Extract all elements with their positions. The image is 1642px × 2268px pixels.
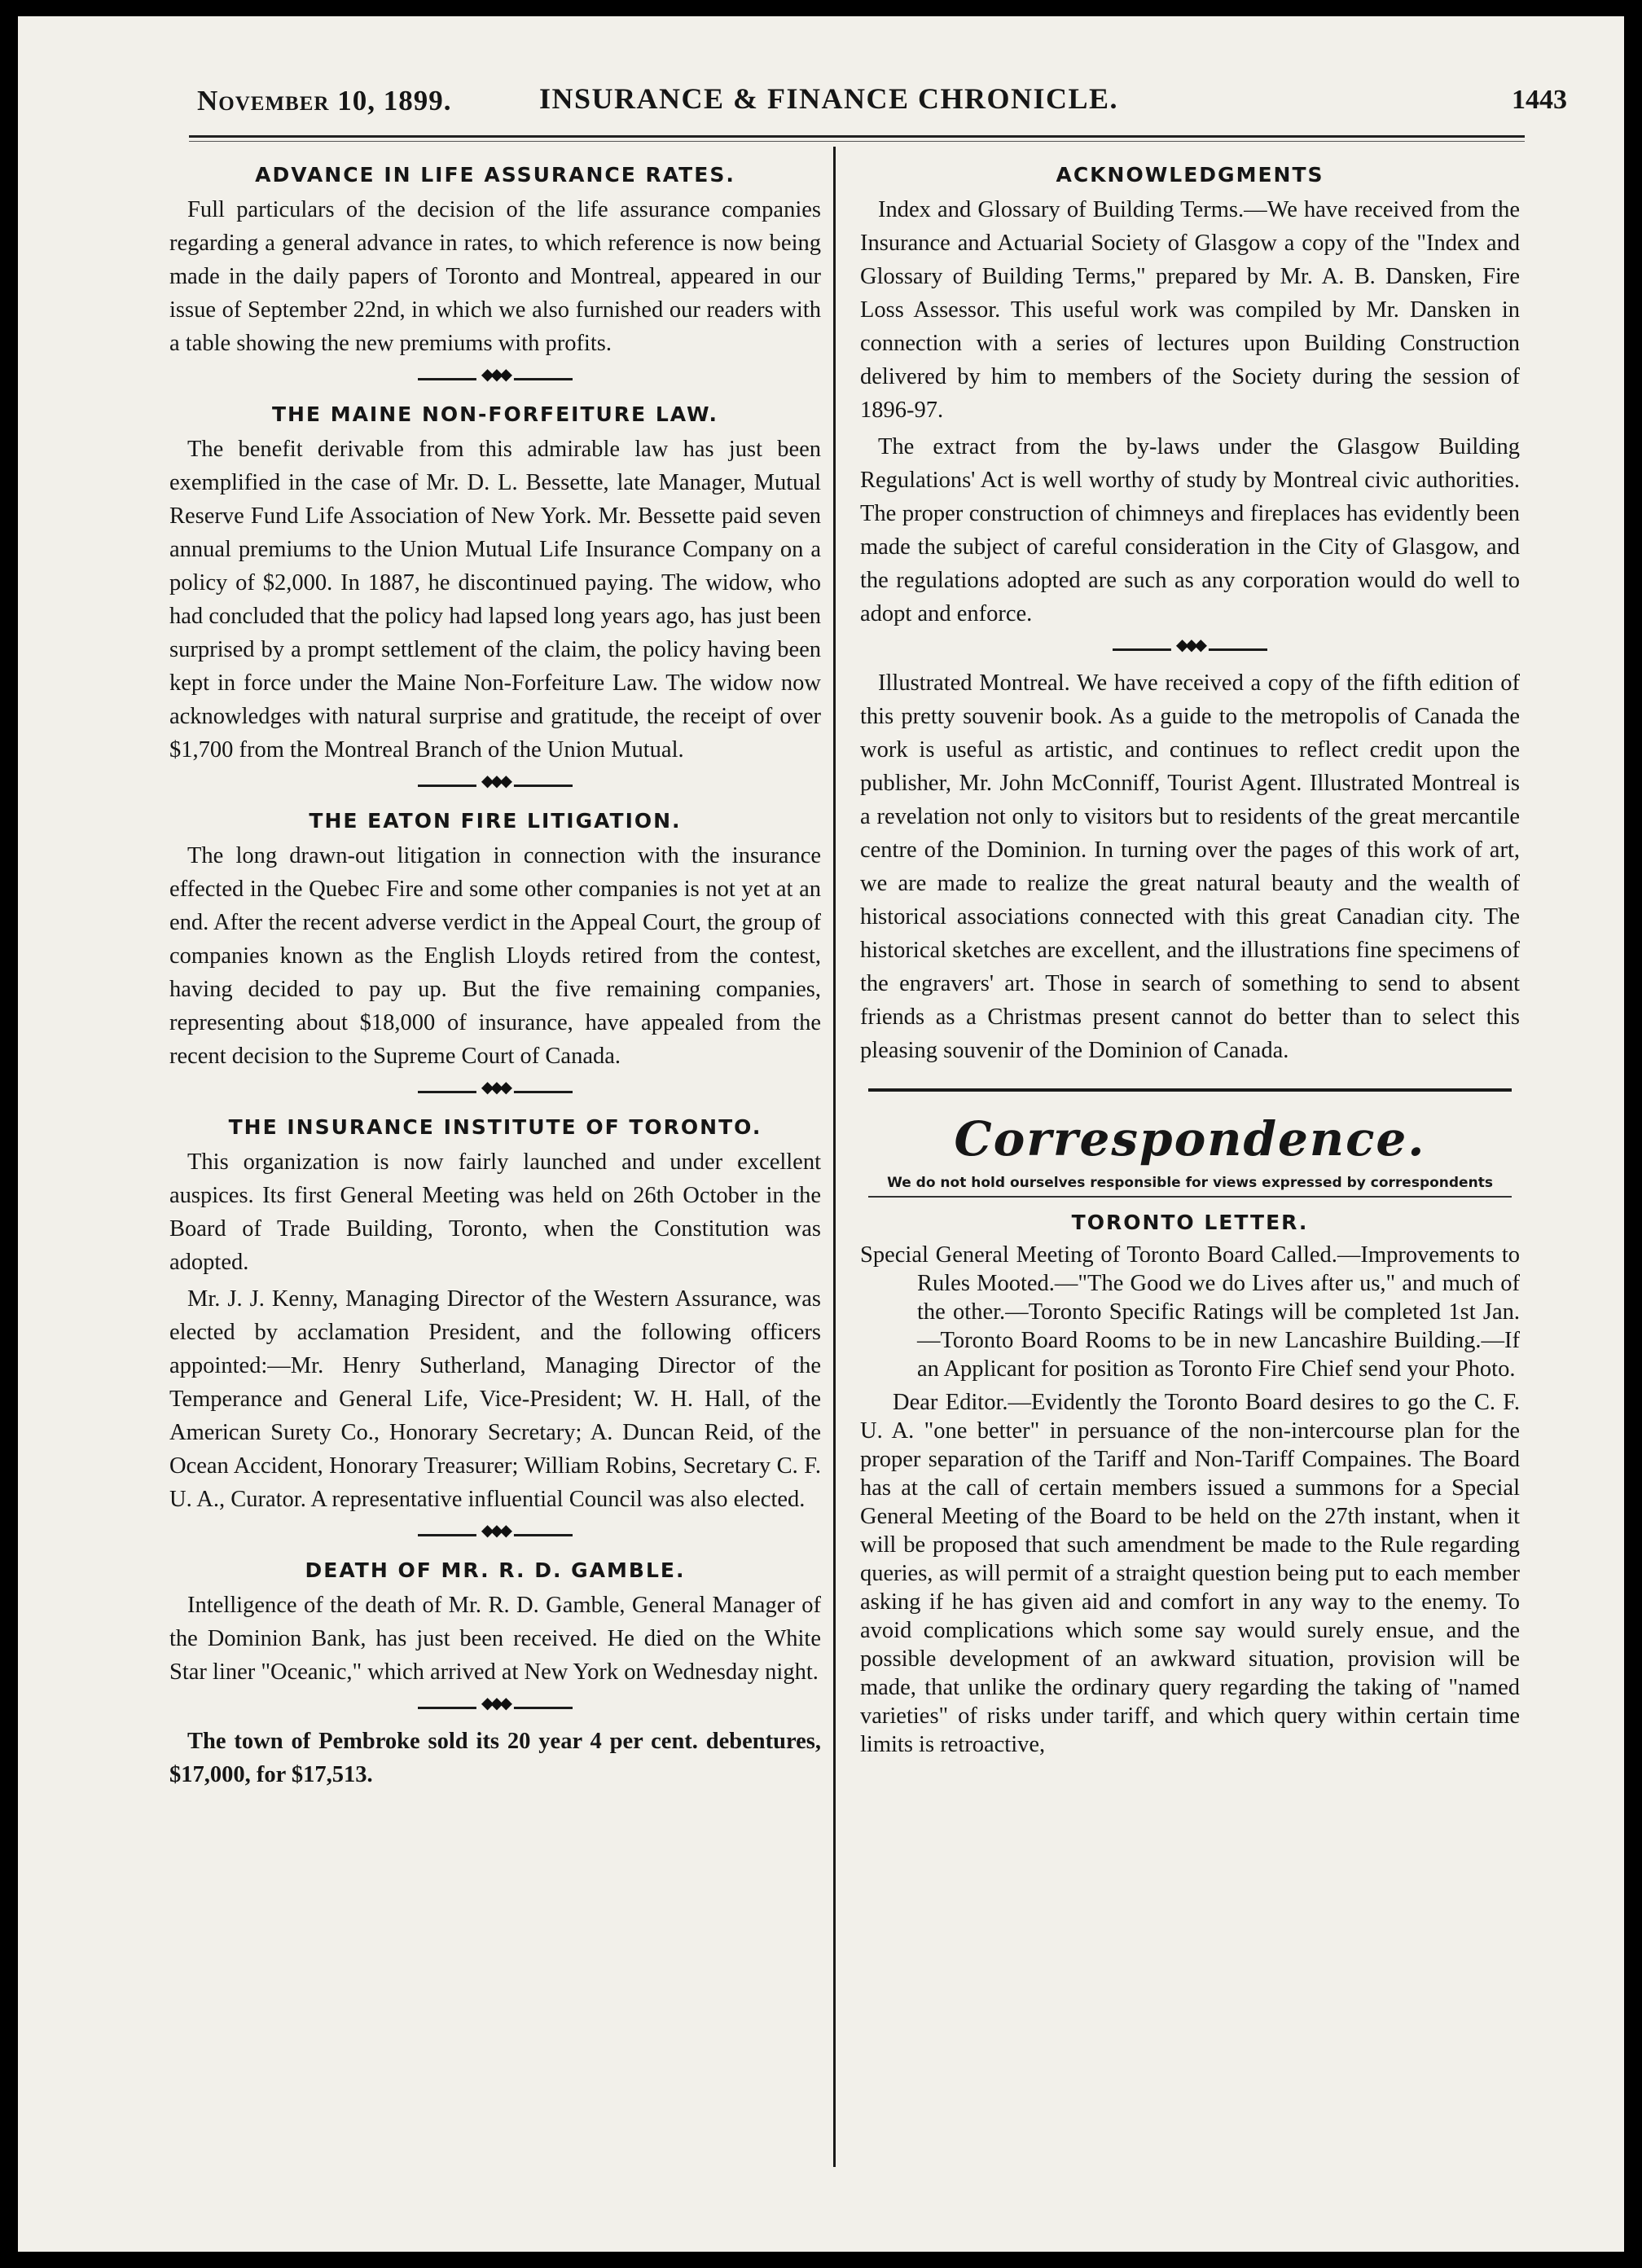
ornamental-divider (1113, 637, 1267, 662)
article-paragraph: Full particulars of the decision of the life assurance companies regarding a general advance in rates, to which reference is now being made in the daily papers of Toronto and Montreal, appeared in our issue of September 22nd, in which we also furnished our readers with a table showing the new premiums with profits. (169, 197, 821, 356)
running-header (75, 78, 1567, 127)
correspondence-disclaimer: We do not hold ourselves responsible for views expressed by correspondents (887, 1175, 1493, 1191)
acknowledgments-heading: ACKNOWLEDGMENTS (1056, 163, 1324, 187)
header-rule (189, 135, 1525, 138)
column-divider (833, 147, 836, 2167)
article-paragraph: Mr. J. J. Kenny, Managing Director of the Western Assurance, was elected by acclamation President, and the following officers appointed:—Mr. Henry Sutherland, Managing Director of the Temperance and General Life, Vice-President; W. H. Hall, of the American Surety Co., Honorary Secretary; A. Duncan Reid, of the Ocean Accident, Honorary Treasurer; William Robins, Secretary C. F. U. A., Curator. A representative influential Council was also elected. (169, 1286, 821, 1512)
article-paragraph: Intelligence of the death of Mr. R. D. Gamble, General Manager of the Dominion Bank, has just been received. He died on the White Star liner "Oceanic," which arrived at New York on Wednesday night. (169, 1593, 821, 1685)
ornamental-divider (418, 367, 573, 391)
section-rule (868, 1088, 1512, 1092)
article-heading: ADVANCE IN LIFE ASSURANCE RATES. (255, 163, 735, 187)
newspaper-page (18, 16, 1624, 2252)
article-paragraph: This organization is now fairly launched and under excellent auspices. Its first General Meeting was held on 26th October in the Board of Trade Building, Toronto, when the Constitution was adopted. (169, 1149, 821, 1275)
article-paragraph: The benefit derivable from this admirable law has just been exemplified in the case of Mr. D. L. Bessette, late Manager, Mutual Reserve Fund Life Association of New York. Mr. Bessette paid seven annual premiums to the Union Mutual Life Insurance Company on a policy of $2,000. In 1887, he discontinued paying. The widow, who had concluded that the policy had lapsed long years ago, has just been surprised by a prompt settlement of the claim, the policy having been kept in force under the Maine Non-Forfeiture Law. The widow now acknowledges with natural surprise and gratitude, the receipt of over $1,700 from the Montreal Branch of the Union Mutual. (169, 437, 821, 763)
ornamental-divider (418, 1079, 573, 1104)
correspondence-title: Correspondence. (954, 1111, 1426, 1167)
page-number: 1443 (1512, 85, 1567, 115)
header-rule-thin (189, 141, 1525, 142)
article-heading: DEATH OF MR. R. D. GAMBLE. (305, 1558, 686, 1582)
acknowledgment-paragraph: Illustrated Montreal. We have received a copy of the fifth edition of this pretty souvenir book. As a guide to the metropolis of Canada the work is useful as artistic, and continues to reflect credit upon the publisher, Mr. John McConniff, Tourist Agent. Illustrated Montreal is a revelation not only to visitors but to residents of the great mercantile centre of the Dominion. In turning over the pages of this work of art, we are made to realize the great natural beauty and the wealth of historical associations connected with this great Canadian city. The historical sketches are excellent, and the illustrations fine specimens of the engravers' art. Those in search of something to send to absent friends as a Christmas present cannot do better than to select this pleasing souvenir of the Dominion of Canada. (860, 670, 1520, 1063)
disclaimer-rule (868, 1196, 1512, 1198)
article-paragraph: The long drawn-out litigation in connection with the insurance effected in the Quebec Fire and some other companies is not yet at an end. After the recent adverse verdict in the Appeal Court, the group of companies known as the English Lloyds retired from the contest, having decided to pay up. But the five remaining companies, representing about $18,000 of insurance, have appealed from the recent decision to the Supreme Court of Canada. (169, 843, 821, 1069)
ornamental-divider (418, 773, 573, 798)
article-heading: THE EATON FIRE LITIGATION. (309, 809, 682, 833)
article-heading: THE MAINE NON-FORFEITURE LAW. (271, 402, 719, 426)
ornamental-divider (418, 1523, 573, 1547)
closing-note: The town of Pembroke sold its 20 year 4 per cent. debentures, $17,000, for $17,513. (169, 1729, 821, 1787)
letter-body: Dear Editor.—Evidently the Toronto Board desires to go the C. F. U. A. "one better" in persuance of the non-intercourse plan for the proper separation of the Tariff and Non-Tariff Compaines. The Board has at the call of certain members issued a summons for a Special General Meeting of the Board to be held on the 27th instant, when it will be proposed that such amendment be made to the Rule regarding queries, as will permit of a straight question being put to each member asking if he has given aid and comfort in any way to the enemy. To avoid complications which some say would surely ensue, and the possible development of an awkward situation, provision will be made, that unlike the ordinary query regarding the taking of "named varieties" of risks under tariff, and which query within certain time limits is retroactive, (860, 1390, 1520, 1757)
ornamental-divider (418, 1695, 573, 1720)
letter-subheads: Special General Meeting of Toronto Board Called.—Improvements to Rules Mooted.—"The Good we do Lives after us," and much of the other.—Toronto Specific Ratings will be completed 1st Jan.—Toronto Board Rooms to be in new Lancashire Building.—If an Applicant for position as Toronto Fire Chief send your Photo. (860, 1242, 1520, 1382)
issue-date: November 10, 1899. (197, 85, 452, 116)
letter-heading: TORONTO LETTER. (1071, 1211, 1309, 1234)
right-column (860, 152, 1520, 1759)
publication-title: INSURANCE & FINANCE CHRONICLE. (539, 82, 1119, 115)
left-column (169, 152, 821, 1795)
article-heading: THE INSURANCE INSTITUTE OF TORONTO. (228, 1115, 762, 1139)
acknowledgment-paragraph: Index and Glossary of Building Terms.—We have received from the Insurance and Actuarial Society of Glasgow a copy of the "Index and Glossary of Building Terms," prepared by Mr. A. B. Dansken, Fire Loss Assessor. This useful work was compiled by Mr. Dansken in connection with a series of lectures upon Building Construction delivered by him to members of the Society during the session of 1896-97. (860, 197, 1520, 423)
acknowledgment-paragraph: The extract from the by-laws under the Glasgow Building Regulations' Act is well worthy of study by Montreal civic authorities. The proper construction of chimneys and fireplaces has evidently been made the subject of careful consideration in the City of Glasgow, and the regulations adopted are such as any corporation would do well to adopt and enforce. (860, 434, 1520, 626)
